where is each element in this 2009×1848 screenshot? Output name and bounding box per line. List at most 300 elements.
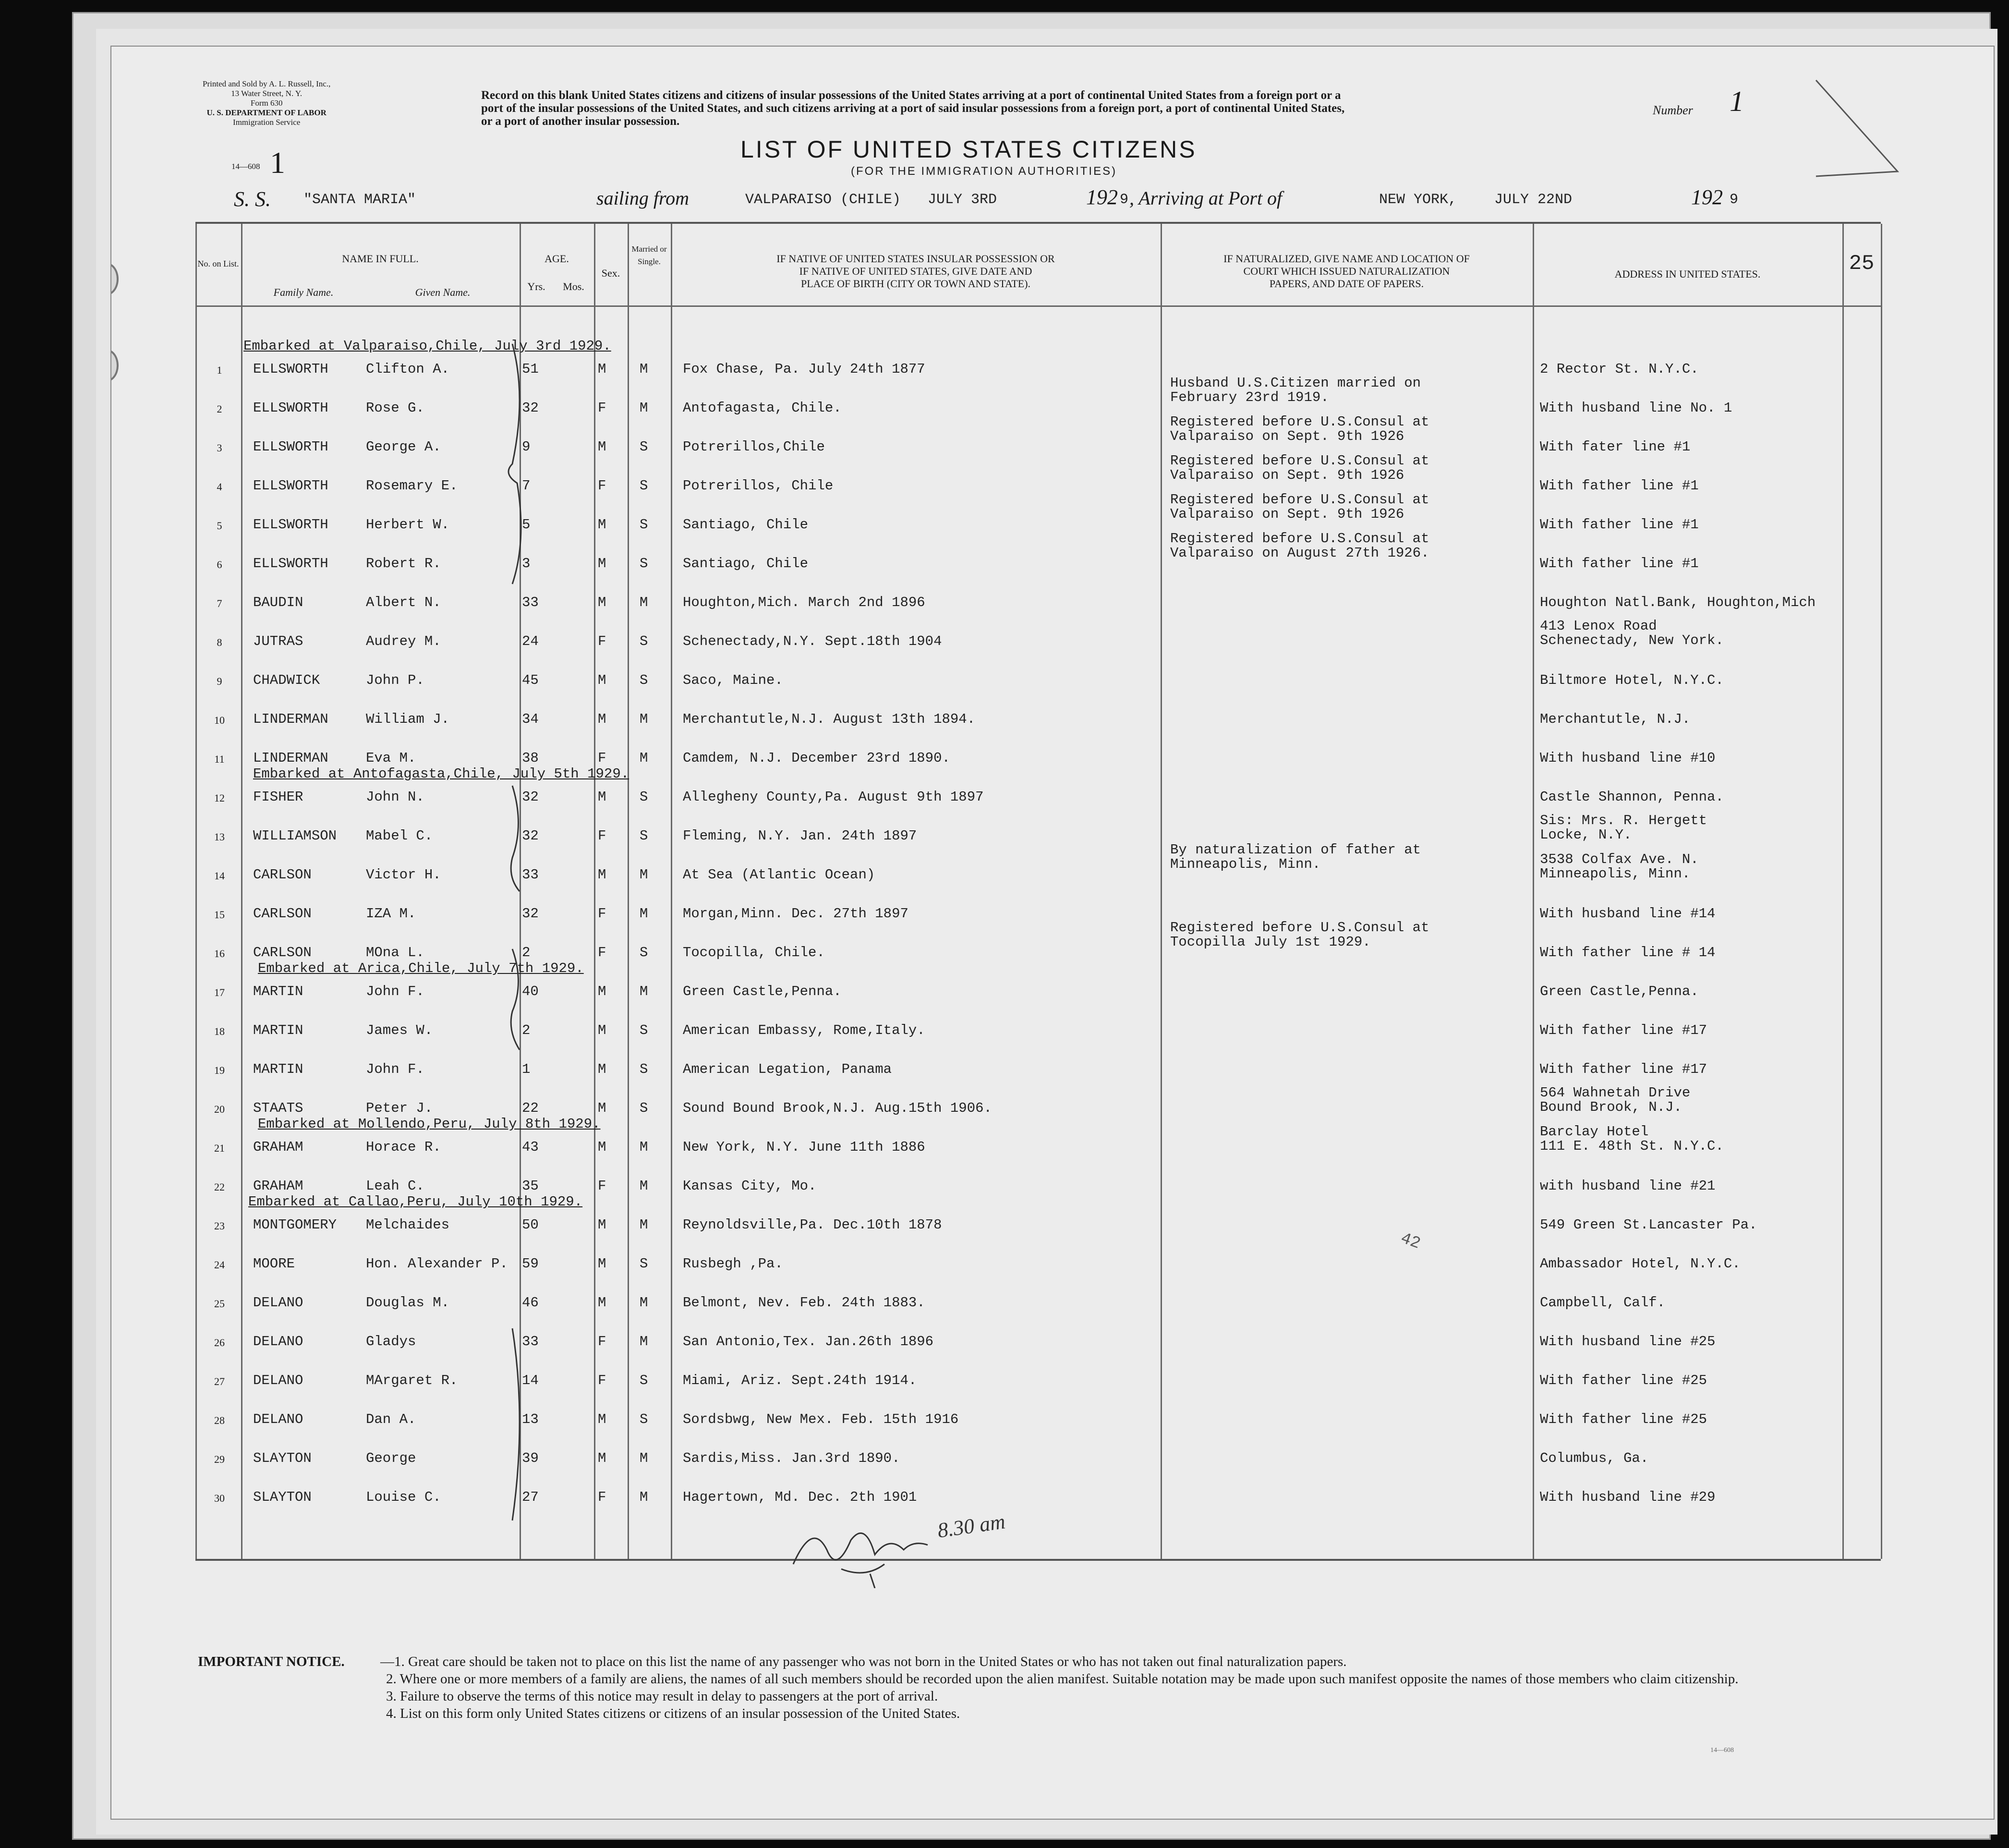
birth-place: San Antonio,Tex. Jan.26th 1896	[683, 1334, 934, 1350]
given-name: Dan A.	[366, 1411, 416, 1427]
line-number: 20	[214, 1103, 225, 1115]
address-line: 3538 Colfax Ave. N.	[1540, 851, 1699, 867]
table-row	[195, 842, 1881, 897]
address-line: Minneapolis, Minn.	[1540, 866, 1691, 882]
arrival-date: JULY 22ND	[1494, 192, 1573, 208]
naturalization-line: Valparaiso on Sept. 9th 1926	[1170, 428, 1404, 444]
address-line: With father line #1	[1540, 517, 1699, 533]
family-bracket	[498, 781, 536, 896]
age-years: 14	[522, 1373, 539, 1388]
marital-status: M	[640, 984, 648, 999]
address-line: With father line #25	[1540, 1411, 1707, 1427]
corner-fold	[1811, 75, 1917, 191]
family-name: LINDERMAN	[253, 750, 328, 766]
table-row	[195, 414, 1881, 469]
family-name: ELLSWORTH	[253, 478, 328, 494]
sailing-label: sailing from	[596, 187, 689, 209]
age-years: 59	[522, 1256, 539, 1272]
address-line: Green Castle,Penna.	[1540, 984, 1699, 999]
age-years: 2	[522, 945, 531, 960]
line-number: 9	[217, 675, 222, 687]
naturalization-line: Minneapolis, Minn.	[1170, 856, 1321, 872]
record-line: Record on this blank United States citizens and citizens of insular possessions of the United States arriving at a port of continental United States from a foreign port or a	[481, 89, 1341, 102]
birth-place: American Legation, Panama	[683, 1061, 892, 1077]
address-line: With husband line #14	[1540, 906, 1716, 922]
table-row	[195, 375, 1881, 430]
marital-status: M	[640, 400, 648, 416]
table-row	[195, 1364, 1881, 1403]
address-line: 2 Rector St. N.Y.C.	[1540, 361, 1699, 377]
age-years: 32	[522, 828, 539, 844]
sex-value: M	[598, 439, 606, 455]
age-years: 38	[522, 750, 539, 766]
marital-status: S	[640, 945, 648, 960]
sex-value: M	[598, 517, 606, 533]
table-row	[195, 897, 1881, 936]
address-line: Sis: Mrs. R. Hergett	[1540, 813, 1707, 828]
given-name: Rosemary E.	[366, 478, 458, 494]
age-years: 35	[522, 1178, 539, 1194]
table-row	[195, 1325, 1881, 1364]
col-nat-line: COURT WHICH ISSUED NATURALIZATION	[1243, 265, 1450, 277]
given-name: Clifton A.	[366, 361, 450, 377]
naturalization-line: Registered before U.S.Consul at	[1170, 453, 1429, 469]
family-name: DELANO	[253, 1295, 303, 1311]
age-years: 33	[522, 1334, 539, 1350]
page-number: 25	[1849, 252, 1875, 276]
line-number: 13	[214, 831, 225, 843]
col-family-name: Family Name.	[273, 286, 334, 298]
marital-status: S	[640, 1100, 648, 1116]
year-prefix-2: 192	[1691, 185, 1723, 209]
line-number: 2	[217, 403, 222, 415]
line-number: 15	[214, 909, 225, 921]
marital-status: M	[640, 1450, 648, 1466]
family-name: MARTIN	[253, 984, 303, 999]
col-sex: Sex.	[601, 267, 620, 279]
address-line: With father line #17	[1540, 1022, 1707, 1038]
address-line: Campbell, Calf.	[1540, 1295, 1666, 1311]
age-years: 7	[522, 478, 531, 494]
address-line: Houghton Natl.Bank, Houghton,Mich	[1540, 595, 1816, 610]
notice-item: 3. Failure to observe the terms of this notice may result in delay to passengers at the port of arrival.	[386, 1689, 938, 1704]
marital-status: S	[640, 789, 648, 805]
age-years: 39	[522, 1450, 539, 1466]
record-line: port of the insular possessions of the United States, and such citizens arriving at a port of said insular possessions from a foreign port, a port of continental United States,	[481, 102, 1345, 115]
age-years: 27	[522, 1489, 539, 1505]
inspector-signature	[784, 1511, 937, 1588]
family-name: WILLIAMSON	[253, 828, 337, 844]
given-name: Douglas M.	[366, 1295, 450, 1311]
age-years: 33	[522, 867, 539, 883]
age-years: 40	[522, 984, 539, 999]
birth-place: Camdem, N.J. December 23rd 1890.	[683, 750, 950, 766]
given-name: Horace R.	[366, 1139, 441, 1155]
family-bracket	[498, 339, 536, 589]
sex-value: M	[598, 1061, 606, 1077]
sex-value: F	[598, 1178, 606, 1194]
year-suffix-2: 9	[1730, 192, 1739, 208]
sex-value: M	[598, 1217, 606, 1233]
address-line: 549 Green St.Lancaster Pa.	[1540, 1217, 1757, 1233]
line-number: 30	[214, 1492, 225, 1504]
age-years: 46	[522, 1295, 539, 1311]
embarkation-note: Embarked at Valparaiso,Chile, July 3rd 1929.	[243, 338, 611, 354]
marital-status: S	[640, 1411, 648, 1427]
family-name: BAUDIN	[253, 595, 303, 610]
address-line: 111 E. 48th St. N.Y.C.	[1540, 1138, 1724, 1154]
printer-line: Printed and Sold by A. L. Russell, Inc.,	[203, 79, 331, 88]
printer-line: U. S. DEPARTMENT OF LABOR	[206, 108, 327, 117]
col-nat-line: IF NATURALIZED, GIVE NAME AND LOCATION OF	[1223, 253, 1470, 265]
family-name: CHADWICK	[253, 672, 320, 688]
address-line: With father line #1	[1540, 556, 1699, 571]
record-instructions	[481, 89, 1344, 128]
marital-status: M	[640, 1178, 648, 1194]
family-name: ELLSWORTH	[253, 361, 328, 377]
number-label: Number	[1653, 103, 1693, 117]
given-name: Herbert W.	[366, 517, 450, 533]
footer-code: 14—608	[1710, 1747, 1734, 1754]
address-line: 413 Lenox Road	[1540, 618, 1657, 634]
col-given-name: Given Name.	[415, 286, 471, 298]
line-number: 6	[217, 559, 222, 571]
table-row	[195, 1208, 1881, 1247]
birth-place: Kansas City, Mo.	[683, 1178, 817, 1194]
table-row	[195, 1247, 1881, 1286]
family-name: DELANO	[253, 1334, 303, 1350]
family-name: ELLSWORTH	[253, 556, 328, 571]
birth-place: Fleming, N.Y. Jan. 24th 1897	[683, 828, 917, 844]
line-number: 5	[217, 520, 222, 532]
line-number: 18	[214, 1025, 225, 1037]
sex-value: M	[598, 1256, 606, 1272]
family-name: MOORE	[253, 1256, 295, 1272]
line-number: 10	[214, 714, 225, 726]
notice-item: —1. Great care should be taken not to place on this list the name of any passenger who was not born in the United States or who has not taken out final naturalization papers.	[380, 1654, 1347, 1669]
age-years: 1	[522, 1061, 531, 1077]
address-line: Locke, N.Y.	[1540, 827, 1632, 843]
marital-status: M	[640, 1334, 648, 1350]
address-line: With husband line #29	[1540, 1489, 1716, 1505]
form-code: 14—608	[231, 162, 260, 171]
marital-status: M	[640, 867, 648, 883]
age-years: 24	[522, 633, 539, 649]
given-name: George A.	[366, 439, 441, 455]
family-name: ELLSWORTH	[253, 517, 328, 533]
birth-place: Santiago, Chile	[683, 556, 809, 571]
address-line: Biltmore Hotel, N.Y.C.	[1540, 672, 1724, 688]
sex-value: M	[598, 672, 606, 688]
birth-place: Merchantutle,N.J. August 13th 1894.	[683, 711, 976, 727]
marital-status: M	[640, 906, 648, 922]
sheet-mark: 1	[270, 146, 285, 180]
table-row	[195, 703, 1881, 742]
naturalization-line: Registered before U.S.Consul at	[1170, 414, 1429, 430]
birth-place: Sound Bound Brook,N.J. Aug.15th 1906.	[683, 1100, 992, 1116]
birth-place: Hagertown, Md. Dec. 2th 1901	[683, 1489, 917, 1505]
age-years: 3	[522, 556, 531, 571]
marital-status: S	[640, 1256, 648, 1272]
age-years: 45	[522, 672, 539, 688]
line-number: 19	[214, 1064, 225, 1076]
family-name: MARTIN	[253, 1061, 303, 1077]
table-row	[195, 1403, 1881, 1442]
address-line: Merchantutle, N.J.	[1540, 711, 1691, 727]
marital-status: S	[640, 828, 648, 844]
age-years: 32	[522, 789, 539, 805]
family-name: CARLSON	[253, 906, 312, 922]
record-line: or a port of another insular possession.	[481, 115, 680, 128]
family-bracket	[498, 1324, 536, 1525]
given-name: Louise C.	[366, 1489, 441, 1505]
birth-place: Fox Chase, Pa. July 24th 1877	[683, 361, 925, 377]
binder-hole	[110, 263, 119, 295]
address-line: With fater line #1	[1540, 439, 1691, 455]
table-row	[195, 492, 1881, 547]
given-name: John F.	[366, 1061, 424, 1077]
address-line: with husband line #21	[1540, 1178, 1716, 1194]
marital-status: M	[640, 1217, 648, 1233]
sex-value: M	[598, 711, 606, 727]
col-yrs: Yrs.	[527, 280, 545, 292]
given-name: Robert R.	[366, 556, 441, 571]
marital-status: M	[640, 750, 648, 766]
marital-status: S	[640, 672, 648, 688]
naturalization-line: Valparaiso on August 27th 1926.	[1170, 545, 1429, 561]
col-address: ADDRESS IN UNITED STATES.	[1614, 268, 1761, 280]
given-name: MOna L.	[366, 945, 424, 960]
line-number: 22	[214, 1181, 225, 1193]
printer-line: Form 630	[250, 98, 283, 108]
family-name: LINDERMAN	[253, 711, 328, 727]
family-bracket	[498, 944, 536, 1055]
marital-status: S	[640, 1373, 648, 1388]
passenger-table	[195, 222, 1881, 1561]
birth-place: Saco, Maine.	[683, 672, 783, 688]
notice-label: IMPORTANT NOTICE.	[198, 1654, 345, 1669]
sex-value: F	[598, 1334, 606, 1350]
sex-value: M	[598, 1139, 606, 1155]
line-number: 14	[214, 870, 225, 882]
naturalization-line: By naturalization of father at	[1170, 842, 1421, 858]
birth-place: Santiago, Chile	[683, 517, 809, 533]
table-row	[195, 1286, 1881, 1325]
address-line: Bound Brook, N.J.	[1540, 1099, 1682, 1115]
address-line: With husband line #25	[1540, 1334, 1716, 1350]
embarkation-note: Embarked at Antofagasta,Chile, July 5th 1929.	[253, 766, 629, 782]
line-number: 28	[214, 1414, 225, 1426]
address-line: Barclay Hotel	[1540, 1124, 1649, 1140]
sex-value: M	[598, 1100, 606, 1116]
arriving-label: , Arriving at Port of	[1129, 187, 1283, 209]
age-years: 5	[522, 517, 531, 533]
sex-value: M	[598, 361, 606, 377]
family-name: DELANO	[253, 1411, 303, 1427]
table-row	[195, 664, 1881, 703]
family-name: ELLSWORTH	[253, 400, 328, 416]
birth-place: Houghton,Mich. March 2nd 1896	[683, 595, 925, 610]
address-line: 564 Wahnetah Drive	[1540, 1085, 1691, 1101]
given-name: MArgaret R.	[366, 1373, 458, 1388]
marital-status: S	[640, 439, 648, 455]
address-line: With father line # 14	[1540, 945, 1716, 960]
table-row	[195, 618, 1881, 664]
marital-status: S	[640, 1022, 648, 1038]
age-years: 9	[522, 439, 531, 455]
marital-status: S	[640, 478, 648, 494]
line-number: 16	[214, 948, 225, 960]
line-number: 29	[214, 1453, 225, 1465]
age-years: 43	[522, 1139, 539, 1155]
family-name: ELLSWORTH	[253, 439, 328, 455]
naturalization-line: Registered before U.S.Consul at	[1170, 492, 1429, 508]
line-number: 24	[214, 1259, 225, 1271]
marital-status: S	[640, 1061, 648, 1077]
marital-status: M	[640, 361, 648, 377]
given-name: John F.	[366, 984, 424, 999]
number-value: 1	[1730, 85, 1744, 117]
col-married: Married or Single.	[631, 244, 667, 266]
sex-value: F	[598, 750, 606, 766]
naturalization-line: Tocopilla July 1st 1929.	[1170, 934, 1371, 950]
line-number: 4	[217, 481, 222, 493]
col-nat-line: PAPERS, AND DATE OF PAPERS.	[1269, 278, 1424, 290]
naturalization-line: February 23rd 1919.	[1170, 389, 1329, 405]
table-row	[195, 1014, 1881, 1053]
header-divider	[195, 305, 1881, 307]
birth-place: Reynoldsville,Pa. Dec.10th 1878	[683, 1217, 942, 1233]
page-title: LIST OF UNITED STATES CITIZENS	[740, 136, 1197, 163]
sex-value: F	[598, 1373, 606, 1388]
age-years: 34	[522, 711, 539, 727]
sex-value: F	[598, 1489, 606, 1505]
family-name: CARLSON	[253, 945, 312, 960]
from-port: VALPARAISO (CHILE)	[745, 192, 901, 208]
line-number: 17	[214, 986, 225, 998]
given-name: Gladys	[366, 1334, 416, 1350]
col-birth-line: IF NATIVE OF UNITED STATES, GIVE DATE AND	[799, 265, 1032, 277]
age-years: 32	[522, 400, 539, 416]
given-name: John P.	[366, 672, 424, 688]
given-name: Victor H.	[366, 867, 441, 883]
naturalization-line: Registered before U.S.Consul at	[1170, 531, 1429, 547]
address-line: With husband line #10	[1540, 750, 1716, 766]
printer-line: 13 Water Street, N. Y.	[231, 89, 303, 98]
given-name: Hon. Alexander P.	[366, 1256, 508, 1272]
age-years: 2	[522, 1022, 531, 1038]
col-naturalized	[1161, 253, 1533, 290]
notice-item: 4. List on this form only United States citizens or citizens of an insular possession of the United States.	[386, 1706, 960, 1721]
table-row	[195, 353, 1881, 391]
family-name: SLAYTON	[253, 1489, 312, 1505]
address-line: With father line #17	[1540, 1061, 1707, 1077]
marital-status: M	[640, 1295, 648, 1311]
given-name: George	[366, 1450, 416, 1466]
family-name: GRAHAM	[253, 1178, 303, 1194]
age-years: 33	[522, 595, 539, 610]
birth-place: American Embassy, Rome,Italy.	[683, 1022, 925, 1038]
family-name: JUTRAS	[253, 633, 303, 649]
birth-place: At Sea (Atlantic Ocean)	[683, 867, 875, 883]
marital-status: M	[640, 595, 648, 610]
manifest-page	[110, 46, 1995, 1820]
given-name: Mabel C.	[366, 828, 433, 844]
sex-value: M	[598, 1450, 606, 1466]
given-name: James W.	[366, 1022, 433, 1038]
marital-status: S	[640, 517, 648, 533]
sex-value: M	[598, 595, 606, 610]
marital-status: M	[640, 711, 648, 727]
given-name: Leah C.	[366, 1178, 424, 1194]
address-line: Ambassador Hotel, N.Y.C.	[1540, 1256, 1741, 1272]
col-birth	[671, 253, 1161, 290]
binder-hole	[110, 349, 119, 382]
line-number: 25	[214, 1298, 225, 1310]
printer-block	[203, 79, 330, 127]
sex-value: F	[598, 478, 606, 494]
col-age: AGE.	[545, 253, 569, 265]
family-name: STAATS	[253, 1100, 303, 1116]
given-name: Eva M.	[366, 750, 416, 766]
given-name: Rose G.	[366, 400, 424, 416]
family-name: FISHER	[253, 789, 303, 805]
notice-items	[380, 1653, 1907, 1722]
col-birth-line: IF NATIVE OF UNITED STATES INSULAR POSSESSION OR	[776, 253, 1055, 265]
birth-place: Potrerillos, Chile	[683, 478, 834, 494]
address-line: With husband line No. 1	[1540, 400, 1732, 416]
address-line: Castle Shannon, Penna.	[1540, 789, 1724, 805]
line-number: 23	[214, 1220, 225, 1232]
year-suffix: 9	[1120, 192, 1129, 208]
col-no-on-list: No. on List.	[197, 259, 239, 268]
line-number: 26	[214, 1337, 225, 1349]
embarkation-note: Embarked at Callao,Peru, July 10th 1929.	[248, 1194, 583, 1210]
address-line: With father line #1	[1540, 478, 1699, 494]
table-row	[195, 1442, 1881, 1481]
age-years: 22	[522, 1100, 539, 1116]
line-number: 11	[214, 753, 225, 765]
sex-value: M	[598, 984, 606, 999]
given-name: Audrey M.	[366, 633, 441, 649]
birth-place: Tocopilla, Chile.	[683, 945, 825, 960]
birth-place: Green Castle,Penna.	[683, 984, 842, 999]
marital-status: S	[640, 556, 648, 571]
ss-label: S. S.	[234, 187, 271, 211]
year-prefix: 192	[1086, 185, 1118, 209]
sailing-date: JULY 3RD	[928, 192, 997, 208]
sex-value: F	[598, 945, 606, 960]
col-name-in-full: NAME IN FULL.	[342, 253, 419, 265]
age-years: 32	[522, 906, 539, 922]
line-number: 27	[214, 1375, 225, 1387]
line-number: 7	[217, 597, 222, 609]
sex-value: M	[598, 1295, 606, 1311]
notice-item: 2. Where one or more members of a family are aliens, the names of all such members should be recorded upon the alien manifest. Suitable notation may be made upon such manifest opposite the names of those members who claim citizenship.	[386, 1671, 1739, 1687]
family-name: DELANO	[253, 1373, 303, 1388]
line-number: 8	[217, 636, 222, 648]
marital-status: M	[640, 1139, 648, 1155]
sex-value: M	[598, 556, 606, 571]
table-row	[195, 1481, 1881, 1520]
family-name: CARLSON	[253, 867, 312, 883]
page-subtitle: (FOR THE IMMIGRATION AUTHORITIES)	[851, 165, 1117, 178]
table-row	[195, 453, 1881, 508]
sex-value: F	[598, 906, 606, 922]
birth-place: Allegheny County,Pa. August 9th 1897	[683, 789, 984, 805]
given-name: William J.	[366, 711, 450, 727]
col-line	[1881, 224, 1882, 1559]
